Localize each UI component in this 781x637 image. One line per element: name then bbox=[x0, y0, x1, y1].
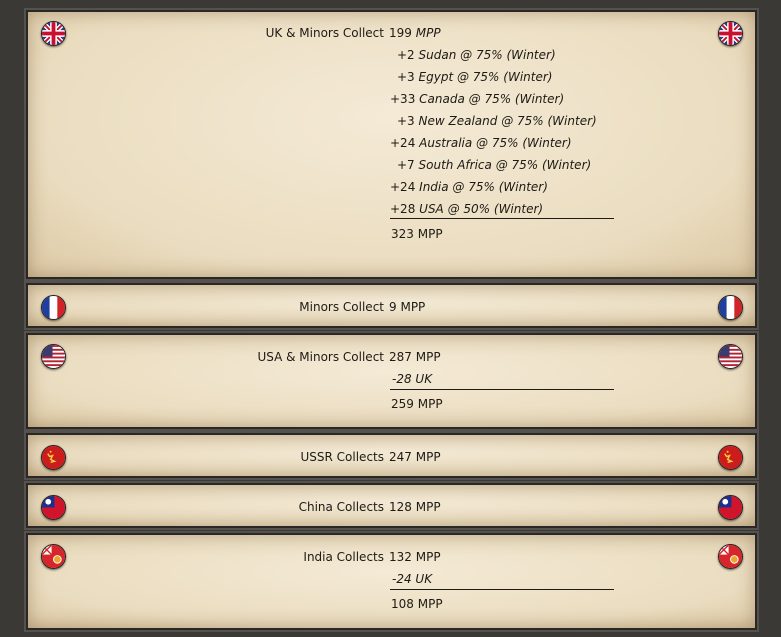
usa-flag-icon bbox=[718, 344, 743, 369]
panel-india bbox=[26, 533, 757, 630]
adjustment-row: +24 India @ 75% (Winter) bbox=[390, 180, 548, 194]
india-flag-icon bbox=[41, 544, 66, 569]
panel-header-value: 9 MPP bbox=[389, 300, 426, 314]
panel-header-label: Minors Collect bbox=[299, 300, 384, 314]
adjustment-row: +3 New Zealand @ 75% (Winter) bbox=[397, 114, 597, 128]
panel-china bbox=[26, 483, 757, 528]
sum-divider bbox=[390, 589, 614, 590]
adjustment-row: -24 UK bbox=[392, 572, 433, 586]
france-flag-icon bbox=[718, 295, 743, 320]
france-flag-icon bbox=[41, 295, 66, 320]
panel-france bbox=[26, 283, 757, 328]
sum-divider bbox=[390, 389, 614, 390]
adjustment-row: +24 Australia @ 75% (Winter) bbox=[390, 136, 572, 150]
adjustment-row: +33 Canada @ 75% (Winter) bbox=[390, 92, 565, 106]
adjustment-row: +3 Egypt @ 75% (Winter) bbox=[397, 70, 553, 84]
sum-divider bbox=[390, 218, 614, 219]
adjustment-row: +28 USA @ 50% (Winter) bbox=[390, 202, 544, 216]
ussr-flag-icon bbox=[718, 445, 743, 470]
panel-total: 259 MPP bbox=[391, 397, 443, 411]
panel-ussr bbox=[26, 433, 757, 478]
panel-header-label: USA & Minors Collect bbox=[257, 350, 384, 364]
china-flag-icon bbox=[718, 495, 743, 520]
adjustment-row: -28 UK bbox=[392, 372, 433, 386]
ussr-flag-icon bbox=[41, 445, 66, 470]
panel-header-value: 287 MPP bbox=[389, 350, 441, 364]
panel-header-label: China Collects bbox=[298, 500, 384, 514]
usa-flag-icon bbox=[41, 344, 66, 369]
uk-flag-icon bbox=[41, 21, 66, 46]
uk-flag-icon bbox=[718, 21, 743, 46]
panel-usa bbox=[26, 333, 757, 429]
india-flag-icon bbox=[718, 544, 743, 569]
panel-header-value: 128 MPP bbox=[389, 500, 441, 514]
panel-uk bbox=[26, 10, 757, 279]
panel-header-label: USSR Collects bbox=[300, 450, 384, 464]
panel-header-value: 247 MPP bbox=[389, 450, 441, 464]
adjustment-row: +2 Sudan @ 75% (Winter) bbox=[397, 48, 556, 62]
panel-header-label: UK & Minors Collect bbox=[265, 26, 384, 40]
panel-header-value: 199 MPP bbox=[389, 26, 441, 40]
adjustment-row: +7 South Africa @ 75% (Winter) bbox=[397, 158, 592, 172]
panel-total: 323 MPP bbox=[391, 227, 443, 241]
china-flag-icon bbox=[41, 495, 66, 520]
panel-header-value: 132 MPP bbox=[389, 550, 441, 564]
panel-total: 108 MPP bbox=[391, 597, 443, 611]
panel-header-label: India Collects bbox=[303, 550, 384, 564]
